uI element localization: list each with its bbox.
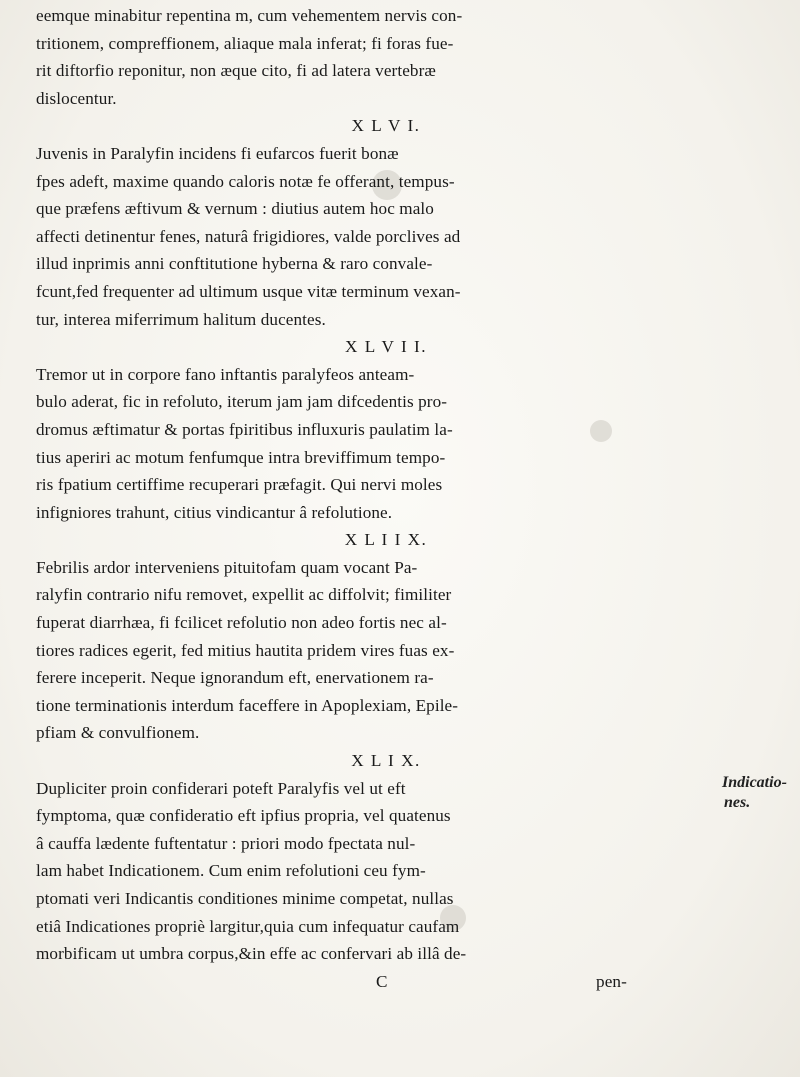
text-line: pfiam & convulfionem. [36, 723, 200, 743]
text-line: ralyfin contrario nifu removet, expellit ac diffolvit; fimiliter [36, 585, 452, 605]
text-line: etiâ Indicationes propriè largitur,quia cum infequatur caufam [36, 916, 460, 936]
text-line: fpes adeft, maxime quando caloris notæ fe offerant, tempus- [36, 171, 455, 191]
text-line: dromus æftimatur & portas fpiritibus influxuris paulatim la- [36, 419, 453, 439]
text-line: illud inprimis anni conftitutione hyberna & raro convale- [36, 254, 433, 274]
text-line: rit diftorfio reponitur, non æque cito, fi ad latera vertebræ [36, 61, 436, 81]
text-line: affecti detinentur fenes, naturâ frigidiores, valde porclives ad [36, 226, 461, 246]
signature-mark-line [36, 968, 726, 996]
margin-note-line-2: nes. [724, 794, 751, 811]
text-line: dislocentur. [36, 88, 117, 108]
section-number: X L I I X. [344, 530, 428, 550]
text-line: tione terminationis interdum faceffere in Apoplexiam, Epile- [36, 695, 459, 715]
text-line: ptomati veri Indicantis conditiones minime competat, nullas [36, 889, 454, 908]
text-line: Juvenis in Paralyfin incidens fi eufarcos fuerit bonæ [36, 143, 399, 163]
text-line: bulo aderat, fic in refoluto, iterum jam jam difcedentis pro- [36, 392, 448, 412]
text-line: Febrilis ardor interveniens pituitofam quam vocant Pa- [36, 557, 418, 577]
text-line: tius aperiri ac motum fenfumque intra breviffimum tempo- [36, 447, 446, 467]
text-line: infigniores trahunt, citius vindicantur â refolutione. [36, 502, 393, 522]
text-line: ris fpatium certiffime recuperari præfagit. Qui nervi moles [36, 475, 443, 495]
text-line: Dupliciter proin confiderari poteft Paralyfis vel ut eft [36, 778, 406, 798]
text-line: fymptoma, quæ confideratio eft ipfius propria, vel quatenus [36, 806, 451, 826]
latin-text-body [36, 2, 726, 995]
text-line: â cauffa lædente fuftentatur : priori modo fpectata nul- [36, 833, 416, 853]
text-line: eemque minabitur repentina m, cum vehementem nervis con- [36, 6, 463, 25]
text-line: fcunt,fed frequenter ad ultimum usque vitæ terminum vexan- [36, 281, 461, 301]
text-line: tur, interea miferrimum halitum ducentes. [36, 309, 326, 329]
section-number: X L V I. [351, 116, 421, 136]
text-line: lam habet Indicationem. Cum enim refolutioni ceu fym- [36, 861, 426, 881]
section-number: X L V I I. [345, 337, 427, 357]
text-line: Tremor ut in corpore fano inftantis paralyfeos anteam- [36, 364, 415, 384]
text-line: fuperat diarrhæa, fi fcilicet refolutio non adeo fortis nec al- [36, 613, 447, 633]
margin-note [722, 773, 787, 813]
section-number: X L I X. [351, 751, 421, 771]
text-line: tritionem, compreffionem, aliaque mala inferat; fi foras fue- [36, 33, 454, 53]
signature-mark: C [376, 971, 388, 991]
text-line: tiores radices egerit, fed mitius hautita pridem vires fuas ex- [36, 640, 455, 660]
catchword: pen- [596, 971, 627, 991]
margin-note-line-1: Indicatio- [722, 774, 787, 791]
text-line: ferere inceperit. Neque ignorandum eft, enervationem ra- [36, 668, 434, 688]
text-line: morbificam ut umbra corpus,&in effe ac confervari ab illâ de- [36, 944, 467, 964]
text-line: que præfens æftivum & vernum : diutius autem hoc malo [36, 199, 434, 219]
